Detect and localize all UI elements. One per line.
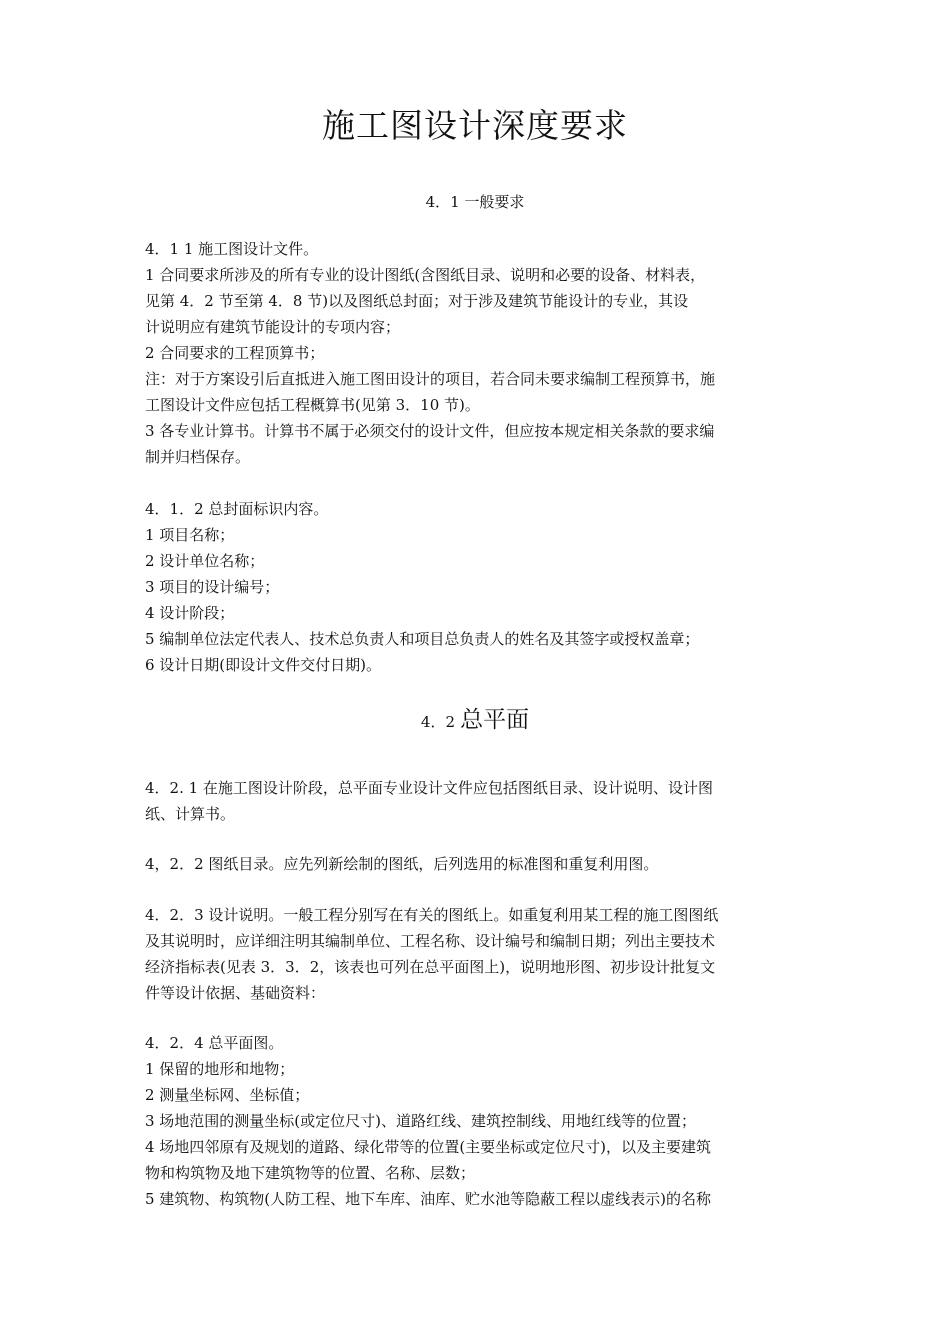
clause-4-1-1: [145, 236, 815, 470]
text-line: 2 测量坐标网、坐标值；: [145, 1086, 310, 1104]
section-heading-4-2: [0, 700, 950, 742]
text-line: 物和构筑物及地下建筑物等的位置、名称、层数；: [145, 1164, 476, 1182]
text-line: 4，2．2 图纸目录。应先列新绘制的图纸，后列选用的标准图和重复利用图。: [145, 855, 659, 873]
clause-4-2-2: [145, 851, 815, 877]
text-line: 经济指标表(见表 3．3．2，该表也可列在总平面图上)，说明地形图、初步设计批复文: [145, 958, 716, 976]
text-line: 4．2．4 总平面图。: [145, 1034, 284, 1052]
clause-4-2-4: [145, 1030, 815, 1212]
text-line: 5 建筑物、构筑物(人防工程、地下车库、油库、贮水池等隐蔽工程以虚线表示)的名称: [145, 1190, 712, 1208]
text-line: 纸、计算书。: [145, 805, 236, 823]
text-line: 4 场地四邻原有及规划的道路、绿化带等的位置(主要坐标或定位尺寸)，以及主要建筑: [145, 1138, 712, 1156]
text-line: 见第 4．2 节至第 4．8 节)以及图纸总封面；对于涉及建筑节能设计的专业，其设: [145, 292, 689, 310]
section-heading-4-1: 4．1 一般要求: [425, 193, 525, 211]
text-line: 5 编制单位法定代表人、技术总负责人和项目总负责人的姓名及其签字或授权盖章；: [145, 630, 700, 648]
clause-4-2-1: [145, 775, 815, 827]
text-line: 3 各专业计算书。计算书不属于必须交付的设计文件，但应按本规定相关条款的要求编: [145, 422, 715, 440]
text-line: 注：对于方案设引后直抵进入施工图田设计的项目，若合同未要求编制工程预算书，施: [145, 370, 716, 388]
document-title: 施工图设计深度要求: [322, 106, 628, 145]
text-line: 4．2. 1 在施工图设计阶段，总平面专业设计文件应包括图纸目录、设计说明、设计图: [145, 779, 713, 797]
text-line: 4．1．2 总封面标识内容。: [145, 500, 329, 518]
text-line: 1 项目名称；: [145, 526, 235, 544]
text-line: 1 合同要求所涉及的所有专业的设计图纸(含图纸目录、说明和必要的设备、材料表，: [145, 266, 706, 284]
text-line: 2 设计单位名称；: [145, 552, 265, 570]
section-title: 总平面: [460, 707, 530, 733]
text-line: 2 合同要求的工程顶算书；: [145, 344, 325, 362]
text-line: 制并归档保存。: [145, 448, 251, 466]
text-line: 3 场地范围的测量坐标(或定位尺寸)、道路红线、建筑控制线、用地红线等的位置；: [145, 1112, 697, 1130]
text-line: 1 保留的地形和地物；: [145, 1060, 295, 1078]
clause-4-1-2: [145, 496, 815, 678]
text-line: 3 项目的设计编号；: [145, 578, 280, 596]
section-number: 4．2: [420, 713, 455, 731]
text-line: 4 设计阶段；: [145, 604, 235, 622]
text-line: 4．1 1 施工图设计文件。: [145, 240, 319, 258]
text-line: 4．2．3 设计说明。一般工程分别写在有关的图纸上。如重复利用某工程的施工图图纸: [145, 906, 719, 924]
text-line: 6 设计日期(即设计文件交付日期)。: [145, 656, 382, 674]
clause-4-2-3: [145, 902, 815, 1006]
text-line: 件等设计依据、基础资料：: [145, 984, 326, 1002]
text-line: 计说明应有建筑节能设计的专项内容；: [145, 318, 401, 336]
text-line: 工图设计文件应包括工程概算书(见第 3．10 节)。: [145, 396, 480, 414]
text-line: 及其说明时，应详细注明其编制单位、工程名称、设计编号和编制日期；列出主要技术: [145, 932, 716, 950]
